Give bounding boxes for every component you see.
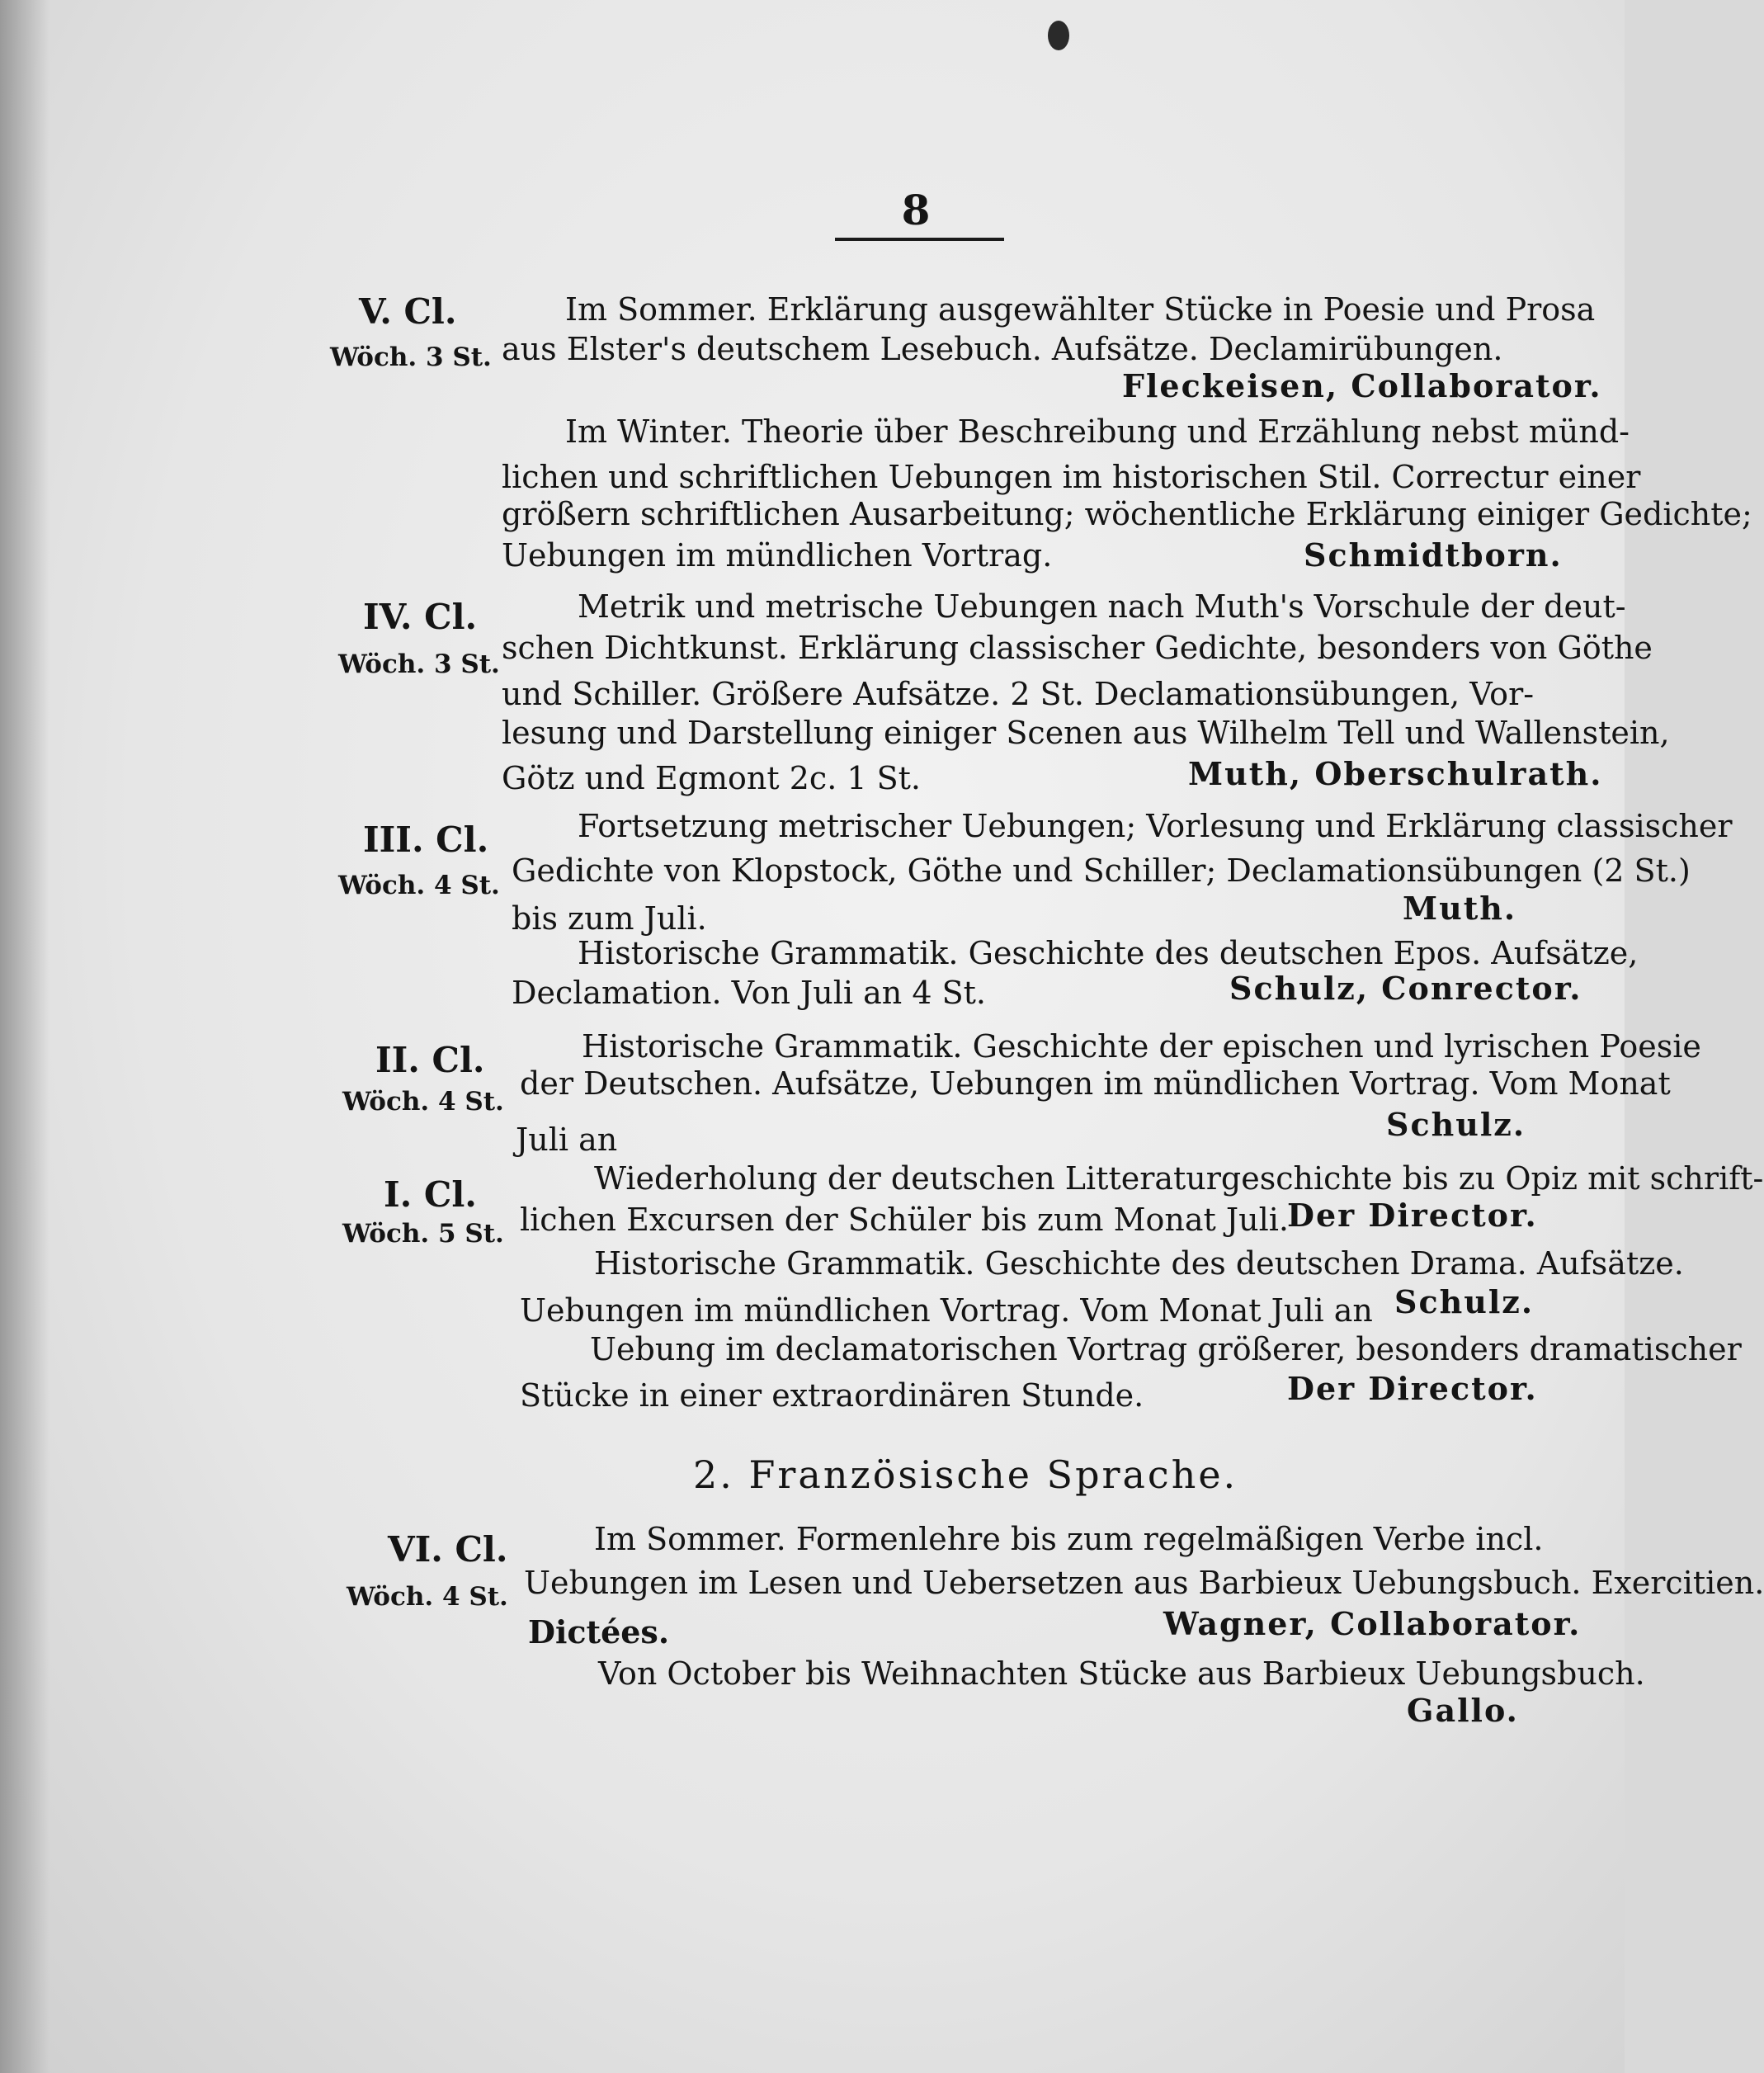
teacher-signature: Gallo. [1407,1692,1519,1729]
text-line: aus Elster's deutschem Lesebuch. Aufsätze. Declamirübungen. [502,331,1503,367]
text-line: Juli an [516,1121,618,1158]
class-label: V. Cl. [359,291,457,332]
text-line: Dictées. [528,1613,670,1650]
teacher-signature: Fleckeisen, Collaborator. [1122,367,1602,404]
text-line: Im Sommer. Formenlehre bis zum regelmäßigen Verbe incl. [594,1521,1544,1557]
text-line: der Deutschen. Aufsätze, Uebungen im mündlichen Vortrag. Vom Monat [520,1065,1671,1102]
teacher-signature: Schulz. [1386,1106,1526,1143]
page-number: 8 [901,186,931,234]
text-line: Stücke in einer extraordinären Stunde. [520,1377,1144,1414]
section-title: 2. Französische Sprache. [693,1452,1238,1497]
page-edge-shadow [0,0,50,2073]
text-line: Uebungen im mündlichen Vortrag. [502,537,1053,574]
teacher-signature: Der Director. [1287,1197,1538,1234]
text-line: lesung und Darstellung einiger Scenen aus Wilhelm Tell und Wallenstein, [502,715,1670,751]
teacher-signature: Wagner, Collaborator. [1163,1605,1582,1642]
text-line: und Schiller. Größere Aufsätze. 2 St. Declamationsübungen, Vor- [502,676,1535,712]
text-line: Wiederholung der deutschen Litteraturgeschichte bis zu Opiz mit schrift- [594,1160,1764,1197]
weekly-hours: Wöch. 4 St. [338,871,500,900]
weekly-hours: Wöch. 3 St. [338,649,500,679]
text-line: Im Winter. Theorie über Beschreibung und Erzählung nebst münd- [565,413,1630,450]
text-line: schen Dichtkunst. Erklärung classischer Gedichte, besonders von Göthe [502,630,1653,666]
text-line: Götz und Egmont 2c. 1 St. [502,760,922,796]
text-line: bis zum Juli. [512,900,707,937]
teacher-signature: Schulz, Conrector. [1229,970,1582,1007]
text-line: lichen und schriftlichen Uebungen im historischen Stil. Correctur einer [502,459,1641,495]
text-line: Declamation. Von Juli an 4 St. [512,975,986,1011]
text-line: Im Sommer. Erklärung ausgewählter Stücke in Poesie und Prosa [565,291,1596,328]
text-line: Uebungen im Lesen und Uebersetzen aus Barbieux Uebungsbuch. Exercitien. [524,1565,1764,1601]
teacher-signature: Muth, Oberschulrath. [1188,755,1603,792]
weekly-hours: Wöch. 4 St. [347,1582,508,1612]
class-label: IV. Cl. [363,597,478,637]
text-line: Uebung im declamatorischen Vortrag größerer, besonders dramatischer [590,1331,1742,1367]
class-label: I. Cl. [384,1174,477,1215]
text-line: Historische Grammatik. Geschichte des deutschen Drama. Aufsätze. [594,1245,1684,1282]
class-label: VI. Cl. [388,1529,508,1570]
text-line: größern schriftlichen Ausarbeitung; wöchentliche Erklärung einiger Gedichte; [502,496,1752,532]
text-line: lichen Excursen der Schüler bis zum Monat Juli. [520,1202,1289,1238]
class-label: III. Cl. [363,819,489,860]
weekly-hours: Wöch. 3 St. [330,342,492,372]
text-line: Historische Grammatik. Geschichte des deutschen Epos. Aufsätze, [578,935,1639,971]
text-line: Historische Grammatik. Geschichte der epischen und lyrischen Poesie [582,1028,1701,1065]
weekly-hours: Wöch. 5 St. [342,1219,504,1249]
text-line: Gedichte von Klopstock, Göthe und Schiller; Declamationsübungen (2 St.) [512,852,1691,889]
teacher-signature: Schulz. [1394,1283,1535,1320]
teacher-signature: Schmidtborn. [1304,536,1563,574]
text-line: Von October bis Weihnachten Stücke aus Barbieux Uebungsbuch. [598,1655,1645,1692]
text-line: Metrik und metrische Uebungen nach Muth's Vorschule der deut- [578,588,1626,625]
teacher-signature: Der Director. [1287,1370,1538,1407]
text-line: Uebungen im mündlichen Vortrag. Vom Monat Juli an [520,1292,1373,1329]
text-line: Fortsetzung metrischer Uebungen; Vorlesung und Erklärung classischer [578,808,1733,844]
class-label: II. Cl. [375,1040,485,1080]
teacher-signature: Muth. [1403,890,1517,927]
weekly-hours: Wöch. 4 St. [342,1087,504,1117]
ink-blot [1048,21,1069,50]
page-number-rule [835,238,1004,241]
